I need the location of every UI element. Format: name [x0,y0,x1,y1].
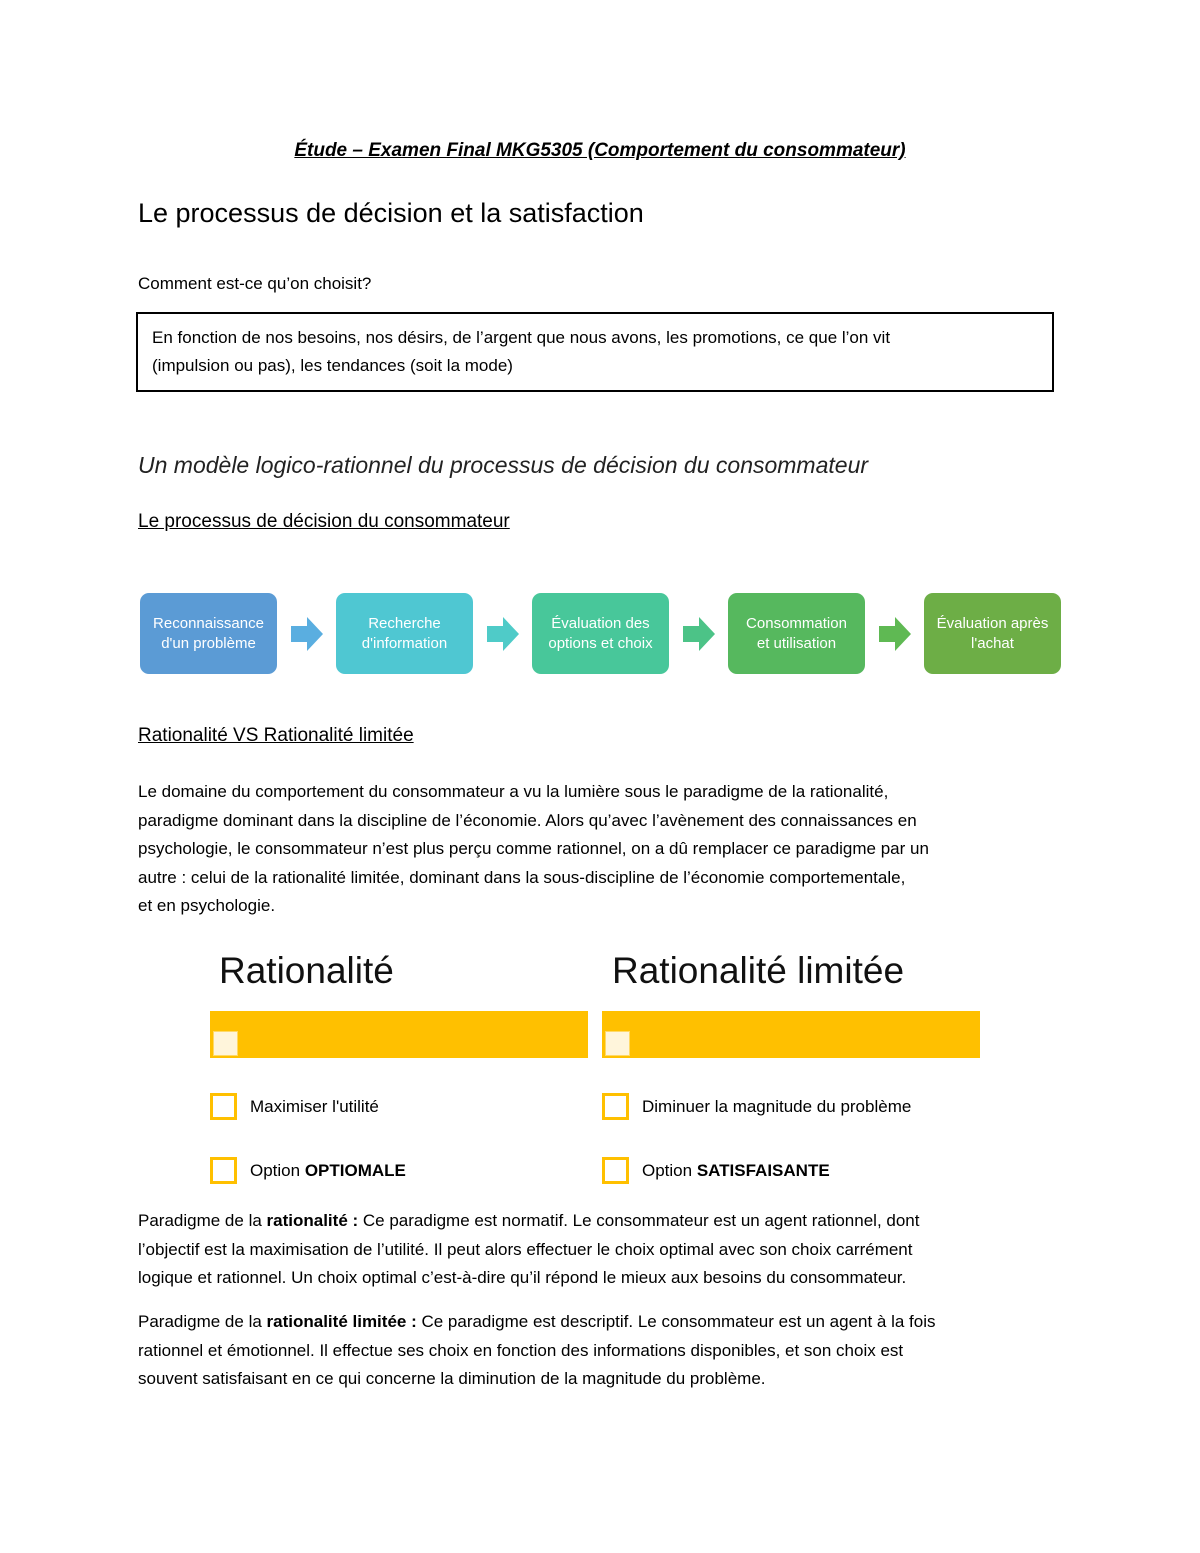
answer-box [136,312,1054,392]
bullet-square-icon [602,1093,629,1120]
bullet-square-icon [210,1093,237,1120]
arrow-right-icon [291,617,323,651]
rationality-paragraph: Le domaine du comportement du consommateur a vu la lumière sous le paradigme de la rationalité, paradigme dominant dans la discipline de l’économie. Alors qu’avec l’avènement des connaissances en psychologie, le consommateur n’est plus perçu comme rationnel, on a dû remplacer ce paradigme par un autre : celui de la rationalité limitée, dominant dans la sous-discipline de l’économie comportementale, et en psychologie. [138,782,929,915]
process-step-2: Recherche d'information [336,593,473,674]
process-step-5: Évaluation après l'achat [924,593,1061,674]
rationality-title: Rationalité [219,950,394,991]
arrow-right-icon [879,617,911,651]
document-title: Étude – Examen Final MKG5305 (Comportement du consommateur) [294,140,906,161]
process-step-1: Reconnaissance d'un problème [140,593,277,674]
process-step-3: Évaluation des options et choix [532,593,669,674]
model-heading: Un modèle logico-rationnel du processus de décision du consommateur [138,452,869,478]
paradigm-rationality-paragraph: Paradigme de la rationalité : Ce paradigme est normatif. Le consommateur est un agent rationnel, dont l’objectif est la maximisation de l’utilité. Il peut alors effectuer le choix optimal avec son choix carrément logique et rationnel. Un choix optimal c’est-à-dire qu’il répond le mieux aux besoins du consommateur. [138,1211,920,1287]
section-heading: Le processus de décision et la satisfaction [138,198,644,228]
bounded-rationality-item-2: Option SATISFAISANTE [642,1161,830,1180]
arrow-right-icon [487,617,519,651]
bounded-rationality-header-bar [602,1011,980,1058]
arrow-right-icon [683,617,715,651]
process-step-4: Consommation et utilisation [728,593,865,674]
rationality-item-1: Maximiser l'utilité [250,1097,379,1116]
bar-square-icon [605,1031,630,1056]
bounded-rationality-title: Rationalité limitée [612,950,905,991]
process-heading: Le processus de décision du consommateur [138,511,510,532]
bar-square-icon [213,1031,238,1056]
answer-line-1: En fonction de nos besoins, nos désirs, de l’argent que nous avons, les promotions, ce que l’on vit [152,328,891,347]
rationality-header-bar [210,1011,588,1058]
rationality-item-2: Option OPTIOMALE [250,1161,406,1180]
bullet-square-icon [210,1157,237,1184]
bounded-rationality-item-1: Diminuer la magnitude du problème [642,1097,912,1116]
answer-line-2: (impulsion ou pas), les tendances (soit la mode) [152,356,513,375]
rationality-heading: Rationalité VS Rationalité limitée [138,725,414,746]
bullet-square-icon [602,1157,629,1184]
paradigm-bounded-rationality-paragraph: Paradigme de la rationalité limitée : Ce paradigme est descriptif. Le consommateur est un agent à la fois rationnel et émotionnel. Il effectue ses choix en fonction des informations disponibles, et son choix est souvent satisfaisant en ce qui concerne la diminution de la magnitude du problème. [138,1312,936,1388]
question-text: Comment est-ce qu’on choisit? [138,274,372,293]
